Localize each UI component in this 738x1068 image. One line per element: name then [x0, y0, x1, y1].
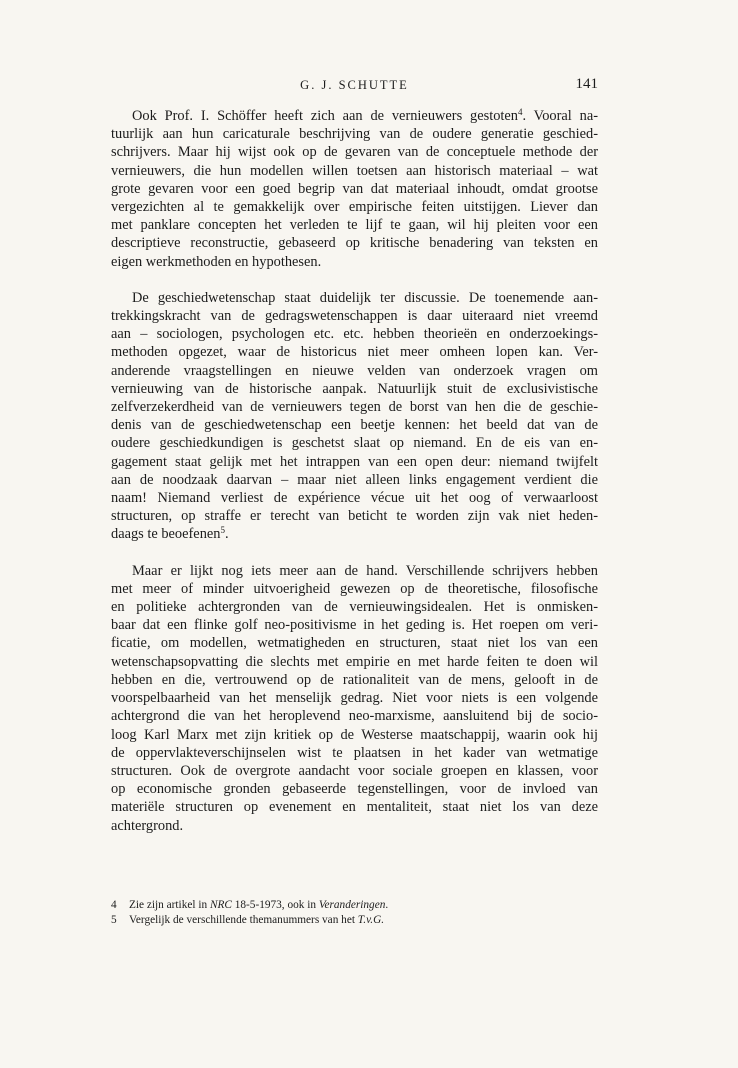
text-line: descriptieve reconstructie, gebaseerd op kritische benadering van teksten en [111, 235, 598, 252]
footnote-ref: 5 [220, 525, 225, 536]
text-line: denis van de geschiedwetenschap een beetje kennen: het beeld dat van de [111, 417, 598, 434]
page-header [111, 76, 598, 96]
text-line: gagement staat gelijk met het intrappen van een open deur: niemand twijfelt [111, 453, 598, 470]
text-line: vernieuwing van de historische aanpak. Natuurlijk stuit de exclusivistische [111, 380, 598, 397]
text-line: en politieke achtergronden van de vernieuwingsidealen. Het is onmisken- [111, 599, 598, 616]
text-line: voorspelbaarheid van het menselijk gedrag. Niet voor niets is een volgende [111, 690, 598, 707]
text-line: oudere geschiedkundigen is geschetst slaat op niemand. En de eis van en- [111, 435, 598, 452]
text-line: achtergrond die van het heroplevend neo-marxisme, aansluitend bij de socio- [111, 708, 598, 725]
text-line: aan – sociologen, psychologen etc. etc. hebben theorieën en onderzoekings- [111, 326, 598, 343]
text-line: naam! Niemand verliest de expérience vécue uit het oog of verwaarloost [111, 490, 598, 507]
text-line: vernieuwers, die hun modellen willen toetsen aan historisch materiaal – wat [111, 162, 598, 179]
text-line: de oppervlakteverschijnselen wist te plaatsen in het kader van wetmatige [111, 744, 598, 761]
text-line: tuurlijk aan hun caricaturale beschrijving van de oudere generatie geschied- [111, 126, 598, 143]
footnote-number: 5 [111, 914, 117, 926]
text-line: schrijvers. Maar hij wijst ook op de gevaren van de conceptuele methode der [111, 144, 598, 161]
text-line: ficatie, om modellen, wetmatigheden en structuren, staat niet los van een [111, 635, 598, 652]
footnote [111, 898, 598, 913]
text-line: wetenschapsopvatting die slechts met empirie en met harde feiten te doen wil [111, 653, 598, 670]
text-line: zelfverzekerdheid van de vernieuwers tegen de borst van hen die de geschie- [111, 399, 598, 416]
paragraph [111, 107, 598, 271]
running-head: G. J. SCHUTTE [300, 78, 409, 92]
body-text [111, 107, 598, 835]
text-line: loog Karl Marx met zijn kritiek op de Westerse maatschappij, waarin ook hij [111, 726, 598, 743]
text-line: met panklare concepten het verleden te lijf te gaan, wil hij pleiten voor een [111, 217, 598, 234]
text-line: anderende vraagstellingen en nieuwe velden van onderzoek vragen om [111, 362, 598, 379]
paragraph [111, 562, 598, 835]
text-line: structuren. Ook de overgrote aandacht voor sociale groepen en klassen, voor [111, 762, 598, 779]
text-line: daags te beoefenen$^5$. [111, 525, 229, 543]
text-line: Ook Prof. I. Schöffer heeft zich aan de vernieuwers gestoten$^4$. Vooral na- [132, 107, 599, 124]
text-line: structuren, op straffe er terecht van beticht te worden zijn vak niet heden- [111, 508, 598, 525]
footnote-number: 4 [111, 899, 117, 911]
footnote-ref: 4 [518, 107, 523, 117]
footnote-text: Zie zijn artikel in NRC 18-5-1973, ook in Veranderingen. [129, 899, 389, 911]
text-line: grote gevaren voor een goed begrip van dat materiaal inhoudt, omdat grootse [111, 180, 598, 197]
text-line: hebben en die, vertrouwend op de rationaliteit van de mens, gelooft in de [111, 671, 598, 688]
paragraph [111, 289, 598, 544]
footnote-text: Vergelijk de verschillende themanummers van het T.v.G. [129, 914, 385, 926]
text-line: Maar er lijkt nog iets meer aan de hand. Verschillende schrijvers hebben [132, 562, 598, 579]
page-number: 141 [575, 76, 598, 92]
text-line: materiële structuren op evenement en mentaliteit, staat niet los van deze [111, 799, 598, 816]
text-line: vergezichten al te gemakkelijk over empirische feiten uitstijgen. Liever dan [111, 199, 598, 216]
text-line: achtergrond. [111, 817, 184, 834]
footnotes [111, 898, 598, 928]
text-line: eigen werkmethoden en hypothesen. [111, 253, 322, 270]
text-line: baar dat een flinke golf neo-positivisme in het geding is. Het roepen om veri- [111, 617, 598, 634]
text-line: aan de noodzaak daarvan – maar niet alleen links engagement verdient die [111, 471, 598, 488]
text-line: met meer of minder uitvoerigheid gewezen op de theoretische, filosofische [111, 580, 598, 597]
text-line: De geschiedwetenschap staat duidelijk ter discussie. De toenemende aan- [132, 289, 598, 306]
text-line: trekkingskracht van de gedragswetenschappen is daar uiteraard niet vreemd [111, 308, 598, 325]
text-line: methoden opgezet, waar de historicus niet meer omheen lopen kan. Ver- [111, 344, 598, 361]
text-line: op economische gronden gebaseerde tegenstellingen, voor de invloed van [111, 781, 598, 798]
footnote [111, 913, 598, 928]
